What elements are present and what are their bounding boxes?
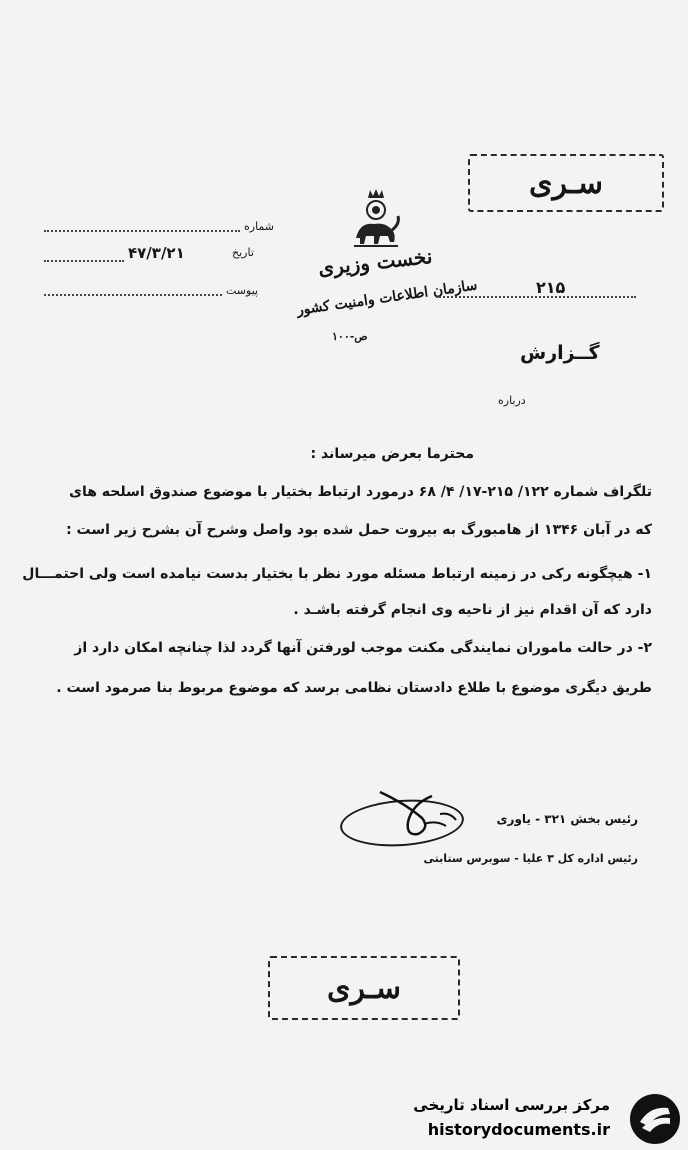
signature-line-1: رئیس بخش ۳۲۱ - یاوری — [496, 812, 638, 826]
item-2-line-2: طریق دیگری موضوع با طلاع دادستان نظامی برسد که موضوع مربوط بنا صرمود است . — [56, 680, 652, 696]
secret-stamp-top-text: سـری — [529, 165, 603, 201]
document-number: ۲۱۵ — [536, 278, 566, 297]
header-code: ص-۱۰۰ — [332, 330, 368, 343]
number-label: شماره — [244, 220, 275, 233]
secret-stamp-top — [468, 154, 664, 212]
number-underline — [436, 296, 636, 298]
history-documents-logo-icon — [628, 1092, 682, 1146]
handwritten-signature-icon — [366, 784, 466, 844]
report-heading: گــزارش — [520, 342, 600, 364]
attachment-label: پیوست — [226, 284, 259, 297]
footer-url[interactable]: historydocuments.ir — [427, 1120, 610, 1139]
date-label: تاریخ — [232, 246, 254, 259]
item-1-line-1: ۱- هیچگونه رکی در زمینه ارتباط مسئله مورد نظر با بختیار بدست نیامده است ولی احتمـــال — [22, 566, 652, 582]
signature-line-2: رئیس اداره کل ۳ علیا - سوبرس ستابتی — [423, 852, 638, 865]
item-2-line-1: ۲- در حالت ماموران نمایندگی مکنت موجب لورفتن آنها گردد لذا چنانچه امکان دارد از — [74, 640, 652, 656]
secret-stamp-bottom — [268, 956, 460, 1020]
body-line-2: که در آبان ۱۳۴۶ از هامبورگ به بیروت حمل شده بود واصل وشرح آن بشرح زیر است : — [66, 522, 652, 538]
footer-org-name: مرکز بررسی اسناد تاریخی — [413, 1096, 610, 1114]
number-dotted-line — [44, 230, 240, 232]
body-line-1: تلگراف شماره ۱۲۲/ ۲۱۵-۱۷/ ۴/ ۶۸ درمورد ارتباط بختیار با موضوع صندوق اسلحه های — [69, 484, 652, 500]
date-value: ۴۷/۳/۲۱ — [128, 244, 185, 262]
header-title: نخست وزیری — [317, 244, 434, 280]
item-1-line-2: دارد که آن اقدام نیز از ناحیه وی انجام گرفته باشـد . — [293, 602, 652, 618]
regarding-label: درباره — [498, 394, 526, 407]
header-organization: سازمان اطلاعات وامنیت کشور — [295, 277, 479, 319]
salutation: محترما بعرض میرساند : — [310, 446, 474, 462]
date-dotted-line — [44, 260, 124, 262]
attachment-dotted-line — [44, 294, 222, 296]
secret-stamp-bottom-text: سـری — [327, 970, 401, 1006]
